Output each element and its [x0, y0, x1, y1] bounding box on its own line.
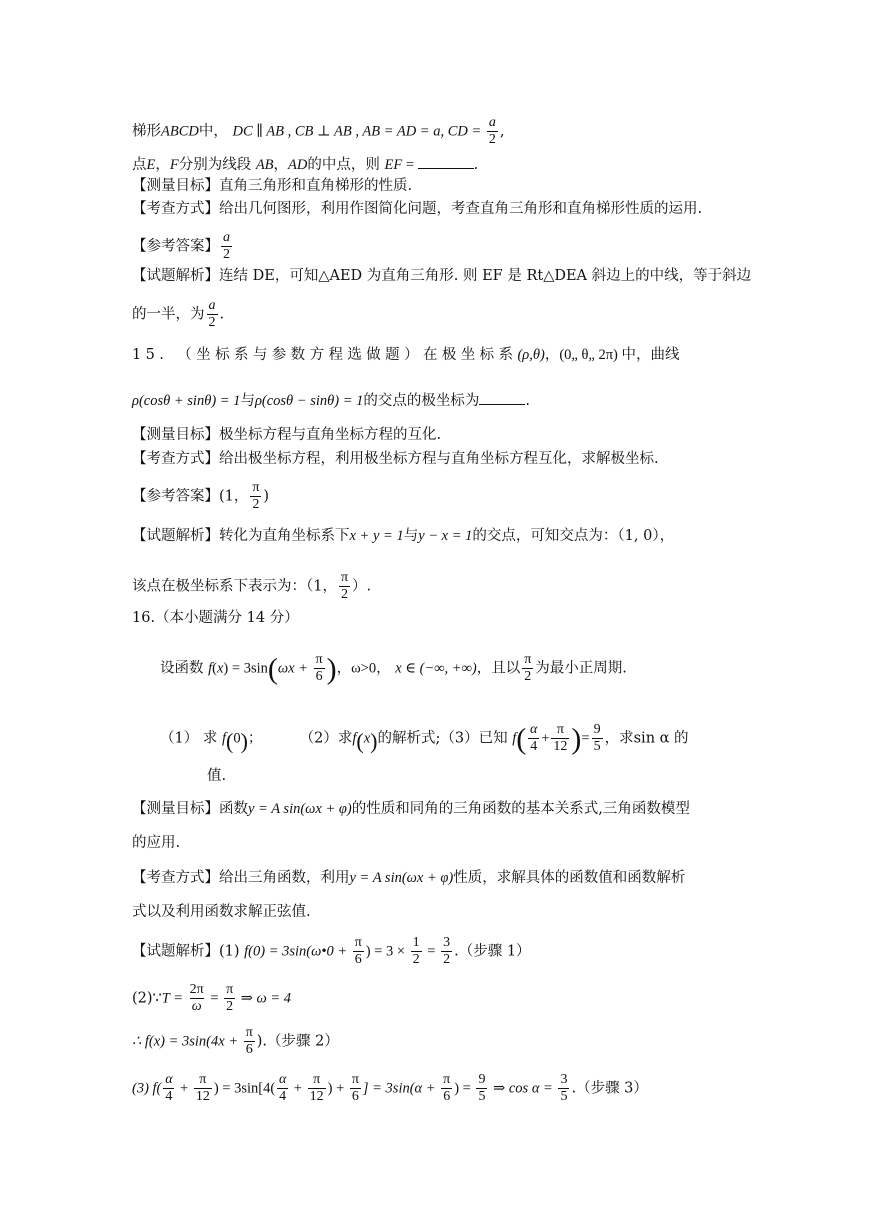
fraction-denominator: 4 — [165, 1089, 173, 1104]
math-var: ABCD — [161, 123, 199, 140]
fraction-numerator: α — [278, 1072, 287, 1087]
fraction-denominator: 2 — [412, 952, 420, 967]
fraction-denominator: 2 — [443, 952, 451, 967]
fraction-denominator: 6 — [351, 1089, 359, 1104]
fraction — [314, 652, 325, 685]
text: ) — [263, 488, 270, 505]
q15-method: 【考查方式】给出极坐标方程，利用极坐标方程与直角坐标方程互化，求解极坐标. — [132, 451, 659, 467]
math-expr: = 3sin — [228, 660, 268, 677]
fraction-numerator: π — [443, 1072, 451, 1087]
fraction — [522, 652, 533, 685]
q15-answer — [132, 480, 269, 513]
math-expr: = — [581, 730, 590, 747]
text: . — [525, 393, 530, 409]
fraction-numerator: 1 — [412, 935, 420, 950]
fraction — [558, 1072, 569, 1105]
math-var: f — [208, 660, 213, 677]
fraction-numerator: a — [488, 115, 496, 130]
fraction-numerator: α — [165, 1072, 173, 1087]
fraction-numerator: π — [315, 652, 323, 667]
q16-solution-step3 — [132, 1072, 648, 1105]
fraction — [308, 1072, 326, 1105]
text: 梯形 — [132, 123, 161, 140]
q16-definition: 设函数 f(x) = 3sin(ωx + $\frac{\pi}{6}$ )，ω>0， x ∈ (−∞, +∞)，且以 $\frac{\pi}{2}$ 为最小正周期. — [160, 652, 627, 686]
fraction — [189, 982, 205, 1015]
fraction — [207, 298, 218, 331]
q16-solution-step2b — [132, 1025, 339, 1058]
fraction-denominator: 2 — [226, 999, 234, 1014]
fraction-numerator: π — [351, 1072, 359, 1087]
fraction-denominator: 5 — [593, 739, 601, 754]
q15-line2 — [132, 390, 530, 411]
fraction-denominator: ω — [191, 999, 202, 1014]
math-expr: + — [290, 1080, 306, 1097]
math-expr: , CD = — [440, 123, 485, 140]
fraction-denominator: 5 — [560, 1089, 568, 1104]
text: 设函数 — [160, 660, 204, 677]
fraction-denominator: 6 — [443, 1089, 451, 1104]
q15-target: 【测量目标】极坐标方程与直角坐标方程的互化. — [132, 427, 442, 443]
text: 为最小正周期. — [535, 660, 627, 677]
math-expr: ) = 3 × — [365, 943, 409, 960]
fraction-numerator: 2π — [189, 982, 204, 997]
text: 与 — [240, 393, 255, 409]
fraction-numerator: π — [313, 1072, 321, 1087]
fraction — [244, 1025, 255, 1058]
math-expr: (ρ,θ) — [517, 347, 545, 363]
math-expr: ] = 3sin(α + — [362, 1080, 440, 1097]
text: 的性质和同角的三角函数的基本关系式,三角函数模型 — [351, 801, 690, 817]
fraction — [221, 230, 232, 263]
q16-target-line2: 的应用. — [132, 835, 181, 851]
fraction-numerator: π — [354, 935, 362, 950]
text: （2）求 — [299, 730, 353, 747]
text: 性质，求解具体的函数值和函数解析 — [453, 870, 686, 886]
fraction-denominator: 4 — [530, 739, 538, 754]
label: 【参考答案】(1， — [132, 488, 249, 505]
fraction-denominator: 2 — [340, 587, 348, 602]
text: 的交点的极坐标为 — [363, 393, 480, 409]
q14-analysis-line1: 【试题解析】连结 DE，可知△AED 为直角三角形. 则 EF 是 Rt△DEA 斜边上的中线，等于斜边 — [132, 268, 752, 284]
text: ，且以 — [476, 660, 521, 677]
fraction-numerator: 9 — [593, 722, 601, 737]
fraction-denominator: 12 — [195, 1089, 210, 1104]
text: 的交点，可知交点为：（1, 0）， — [472, 528, 675, 544]
text: . — [219, 306, 225, 323]
text: 的一半，为 — [132, 306, 205, 323]
math-var: F — [169, 157, 179, 173]
fraction — [350, 1072, 361, 1105]
text: ，(0„ θ„ 2π) 中，曲线 — [544, 347, 680, 363]
fraction-denominator: 2 — [488, 132, 496, 147]
fraction-denominator: 12 — [309, 1089, 324, 1104]
q16-method-line1 — [132, 868, 685, 888]
fraction — [476, 1072, 487, 1105]
trap-statement-line — [132, 115, 505, 148]
text: 点 — [132, 157, 147, 173]
fraction — [551, 722, 569, 755]
q16-parts: （1） 求 f(0)； （2）求f(x)的解析式;（3）已知 f( $\frac{\alpha}{4}$ + $\frac{\pi}{12}$ )= $\frac{9}{5}$ ，求sin α 的 — [160, 722, 689, 756]
fraction-numerator: π — [199, 1072, 207, 1087]
fraction — [250, 480, 261, 513]
fraction-denominator: 2 — [223, 247, 230, 262]
q16-target-line1 — [132, 799, 690, 819]
math-var: x — [363, 730, 371, 747]
math-expr: 0 — [233, 730, 241, 747]
text: .（步骤 3） — [571, 1080, 648, 1097]
fraction-numerator: π — [524, 652, 532, 667]
text: 【试题解析】(1) — [132, 943, 240, 960]
fraction-denominator: 6 — [245, 1042, 253, 1057]
math-var: AD — [288, 157, 308, 173]
math-expr: y − x = 1 — [418, 528, 473, 544]
fraction-denominator: 2 — [524, 669, 532, 684]
fraction — [528, 722, 539, 755]
fraction-denominator: 6 — [315, 669, 323, 684]
fraction-denominator: 2 — [208, 315, 216, 330]
fraction-denominator: 2 — [252, 497, 260, 512]
math-expr: (3) f( — [132, 1080, 162, 1097]
text: 该点在极坐标系下表示为：（1， — [132, 578, 337, 595]
q14-analysis-line2 — [132, 298, 224, 331]
text: 15. （坐标系与参数方程选做题）在极坐标系 — [132, 347, 518, 363]
math-var: x — [216, 660, 224, 677]
math-expr: ωx + — [277, 660, 312, 677]
fraction-numerator: π — [556, 722, 564, 737]
trap-question-line — [132, 154, 478, 175]
math-expr: ρ(cosθ − sinθ) = 1 — [254, 393, 364, 409]
math-var: E — [146, 157, 156, 173]
math-var: f — [512, 730, 517, 747]
fraction — [224, 982, 235, 1015]
q16-solution-step1 — [132, 935, 531, 968]
text: 中， — [198, 123, 228, 140]
text: 【试题解析】转化为直角坐标系下 — [132, 528, 350, 544]
fraction-numerator: π — [245, 1025, 253, 1040]
math-expr: T = — [161, 990, 187, 1007]
fraction — [441, 1072, 452, 1105]
fraction-numerator: 3 — [443, 935, 451, 950]
math-expr: f(0) = 3sin(ω•0 + — [244, 943, 351, 960]
fraction — [339, 570, 350, 603]
q16-solution-step2 — [132, 982, 291, 1015]
fraction-numerator: a — [208, 298, 216, 313]
q16-header: 16.（本小题满分 14 分） — [132, 610, 299, 626]
text: 的中点，则 — [307, 157, 380, 173]
text: ，求sin α 的 — [604, 730, 689, 747]
text: . — [473, 157, 479, 173]
fraction — [592, 722, 603, 755]
fraction-numerator: π — [340, 570, 349, 585]
text: 与 — [403, 528, 419, 544]
fraction — [194, 1072, 212, 1105]
text: ).（步骤 2） — [256, 1033, 339, 1050]
fraction-numerator: α — [530, 722, 538, 737]
math-expr: ) + — [327, 1080, 348, 1097]
text: ， — [273, 157, 289, 173]
text: = — [402, 157, 418, 173]
fraction — [163, 1072, 174, 1105]
fraction-numerator: a — [223, 230, 230, 245]
fraction-denominator: 6 — [354, 952, 362, 967]
math-expr: ρ(cosθ + sinθ) = 1 — [132, 393, 241, 409]
text: .（步骤 1） — [454, 943, 531, 960]
math-expr: ) = 3sin[4( — [213, 1080, 276, 1097]
q16-parts-tail: 值. — [207, 768, 227, 784]
math-expr: ⇒ cos α = — [489, 1080, 557, 1097]
fraction-denominator: 12 — [553, 739, 568, 754]
text: (2)∵ — [132, 990, 162, 1007]
text: , — [499, 123, 505, 140]
q14-answer — [132, 230, 234, 263]
fraction-numerator: 3 — [560, 1072, 568, 1087]
q15-line1 — [132, 345, 680, 365]
q14-target: 【测量目标】直角三角形和直角梯形的性质. — [132, 178, 413, 194]
fraction-denominator: 4 — [279, 1089, 287, 1104]
text: 【考查方式】给出三角函数，利用 — [132, 870, 350, 886]
text: ； — [247, 730, 263, 747]
fraction — [411, 935, 422, 968]
text: ，ω>0， — [336, 660, 391, 677]
math-expr: ) = — [454, 1080, 475, 1097]
fraction — [487, 115, 498, 148]
math-expr: + — [541, 730, 550, 747]
answer-blank — [418, 154, 474, 169]
math-expr: DC ∥ AB , CB ⊥ AB , AB = AD = — [232, 123, 434, 140]
math-expr: x + y = 1 — [349, 528, 404, 544]
text: ）. — [351, 578, 372, 595]
q16-method-line2: 式以及利用函数求解正弦值. — [132, 904, 311, 920]
math-var: a — [433, 123, 441, 140]
text: 分别为线段 — [178, 157, 252, 173]
math-var: EF — [384, 157, 403, 173]
text: 【测量目标】函数 — [132, 801, 248, 817]
fraction-numerator: π — [226, 982, 234, 997]
math-var: f — [221, 730, 226, 747]
math-expr: + — [176, 1080, 192, 1097]
math-expr: = — [206, 990, 223, 1007]
fraction-numerator: π — [252, 480, 260, 495]
math-expr: ⇒ ω = 4 — [237, 990, 292, 1007]
text: ， — [155, 157, 170, 173]
answer-blank — [479, 390, 525, 405]
math-expr: x ∈ (−∞, +∞) — [395, 660, 477, 677]
text: （1） 求 — [160, 730, 218, 747]
math-expr: y = A sin(ωx + φ) — [349, 870, 454, 886]
math-expr: = — [423, 943, 440, 960]
fraction-numerator: 9 — [478, 1072, 486, 1087]
fraction-denominator: 5 — [478, 1089, 486, 1104]
text: 的解析式;（3）已知 — [377, 730, 508, 747]
q15-analysis-line1 — [132, 526, 674, 546]
fraction — [353, 935, 364, 968]
math-var: AB — [255, 157, 274, 173]
label: 【参考答案】 — [132, 238, 219, 255]
math-var: f — [352, 730, 357, 747]
q14-method: 【考查方式】给出几何图形，利用作图简化问题，考查直角三角形和直角梯形性质的运用. — [132, 201, 703, 217]
fraction — [441, 935, 452, 968]
math-expr: y = A sin(ωx + φ) — [248, 801, 352, 817]
math-expr: ∴ f(x) = 3sin(4x + — [132, 1033, 242, 1050]
fraction — [277, 1072, 288, 1105]
q15-analysis-line2 — [132, 570, 371, 603]
